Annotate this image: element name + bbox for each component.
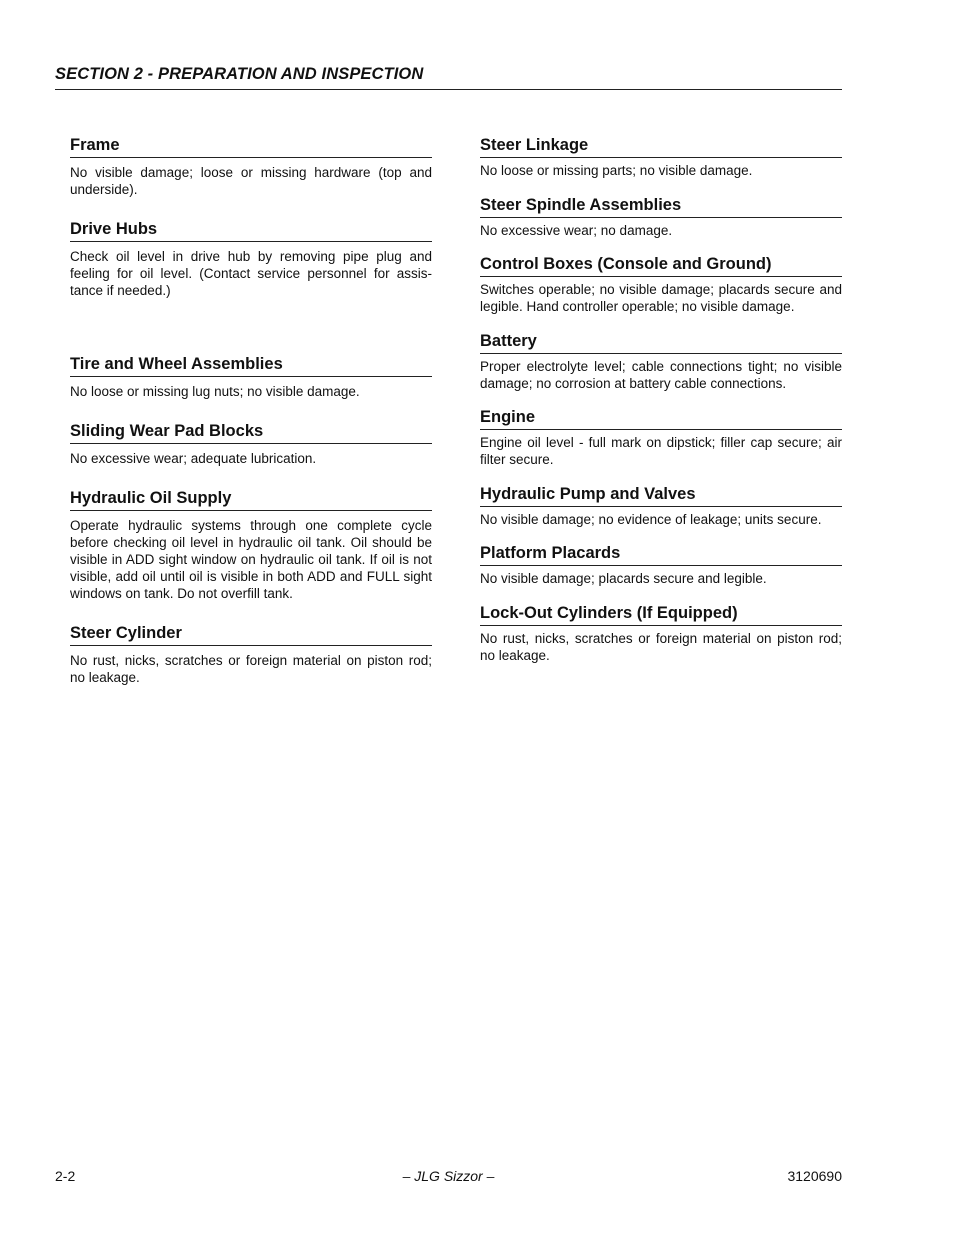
entry-heading: Engine (480, 407, 842, 430)
entry-hydraulic-oil (70, 488, 432, 602)
document-number: 3120690 (787, 1168, 842, 1184)
entry-heading: Sliding Wear Pad Blocks (70, 421, 432, 444)
section-header (55, 64, 842, 90)
entry-steer-cylinder (70, 623, 432, 686)
page-number: 2-2 (55, 1168, 76, 1184)
entry-text: Engine oil level - full mark on dipstick; filler cap secure; air filter secure. (480, 435, 842, 467)
entry-text: No visible damage; no evidence of leakage; units secure. (480, 512, 822, 527)
entry-heading: Platform Placards (480, 543, 842, 566)
product-name: – JLG Sizzor – (402, 1168, 495, 1184)
entry-platform-placards (480, 543, 842, 587)
entry-heading: Battery (480, 331, 842, 354)
entry-heading: Control Boxes (Console and Ground) (480, 254, 842, 277)
entry-heading: Hydraulic Pump and Valves (480, 484, 842, 507)
entry-text: Operate hydraulic systems through one complete cycle before checking oil level in hydraulic oil tank. Oil should be visible in ADD sight window on hydraulic oil tank. If oil is not visible, add oil until oil is visible in both ADD and FULL sight windows on tank. Do not overfill tank. (70, 518, 432, 601)
entry-text: No visible damage; loose or missing hardware (top and underside). (70, 165, 432, 197)
entry-lockout-cylinders (480, 603, 842, 664)
entry-tire-wheel (70, 354, 432, 400)
entry-text: No excessive wear; adequate lubrication. (70, 451, 317, 466)
entry-text: No visible damage; placards secure and legible. (480, 571, 767, 586)
entry-control-boxes (480, 254, 842, 315)
entry-hydraulic-pump (480, 484, 842, 528)
entry-heading: Steer Spindle Assemblies (480, 195, 842, 218)
entry-drive-hubs (70, 219, 432, 299)
entry-heading: Frame (70, 135, 432, 158)
entry-text: No rust, nicks, scratches or foreign material on piston rod; no leakage. (70, 653, 432, 685)
entry-steer-linkage (480, 135, 842, 179)
entry-heading: Steer Linkage (480, 135, 842, 158)
entry-text: No loose or missing lug nuts; no visible damage. (70, 384, 360, 399)
entry-heading: Drive Hubs (70, 219, 432, 242)
entry-text: No excessive wear; no damage. (480, 223, 673, 238)
entry-heading: Tire and Wheel Assemblies (70, 354, 432, 377)
page-footer (55, 1168, 842, 1188)
entry-battery (480, 331, 842, 392)
entry-text: No loose or missing parts; no visible damage. (480, 163, 753, 178)
entry-text: Switches operable; no visible damage; placards secure and legible. Hand controller operable; no visible damage. (480, 282, 842, 314)
entry-text: Proper electrolyte level; cable connections tight; no visible damage; no corrosion at battery cable connections. (480, 359, 842, 391)
entry-sliding-wear-pad (70, 421, 432, 467)
entry-frame (70, 135, 432, 198)
section-title: SECTION 2 - PREPARATION AND INSPECTION (55, 65, 424, 83)
entry-engine (480, 407, 842, 468)
entry-steer-spindle (480, 195, 842, 239)
entry-heading: Lock-Out Cylinders (If Equipped) (480, 603, 842, 626)
entry-heading: Steer Cylinder (70, 623, 432, 646)
entry-text: Check oil level in drive hub by removing pipe plug and feeling for oil level. (Contact service personnel for assis-tance if needed.) (70, 249, 432, 298)
entry-text: No rust, nicks, scratches or foreign material on piston rod; no leakage. (480, 631, 842, 663)
entry-heading: Hydraulic Oil Supply (70, 488, 432, 511)
